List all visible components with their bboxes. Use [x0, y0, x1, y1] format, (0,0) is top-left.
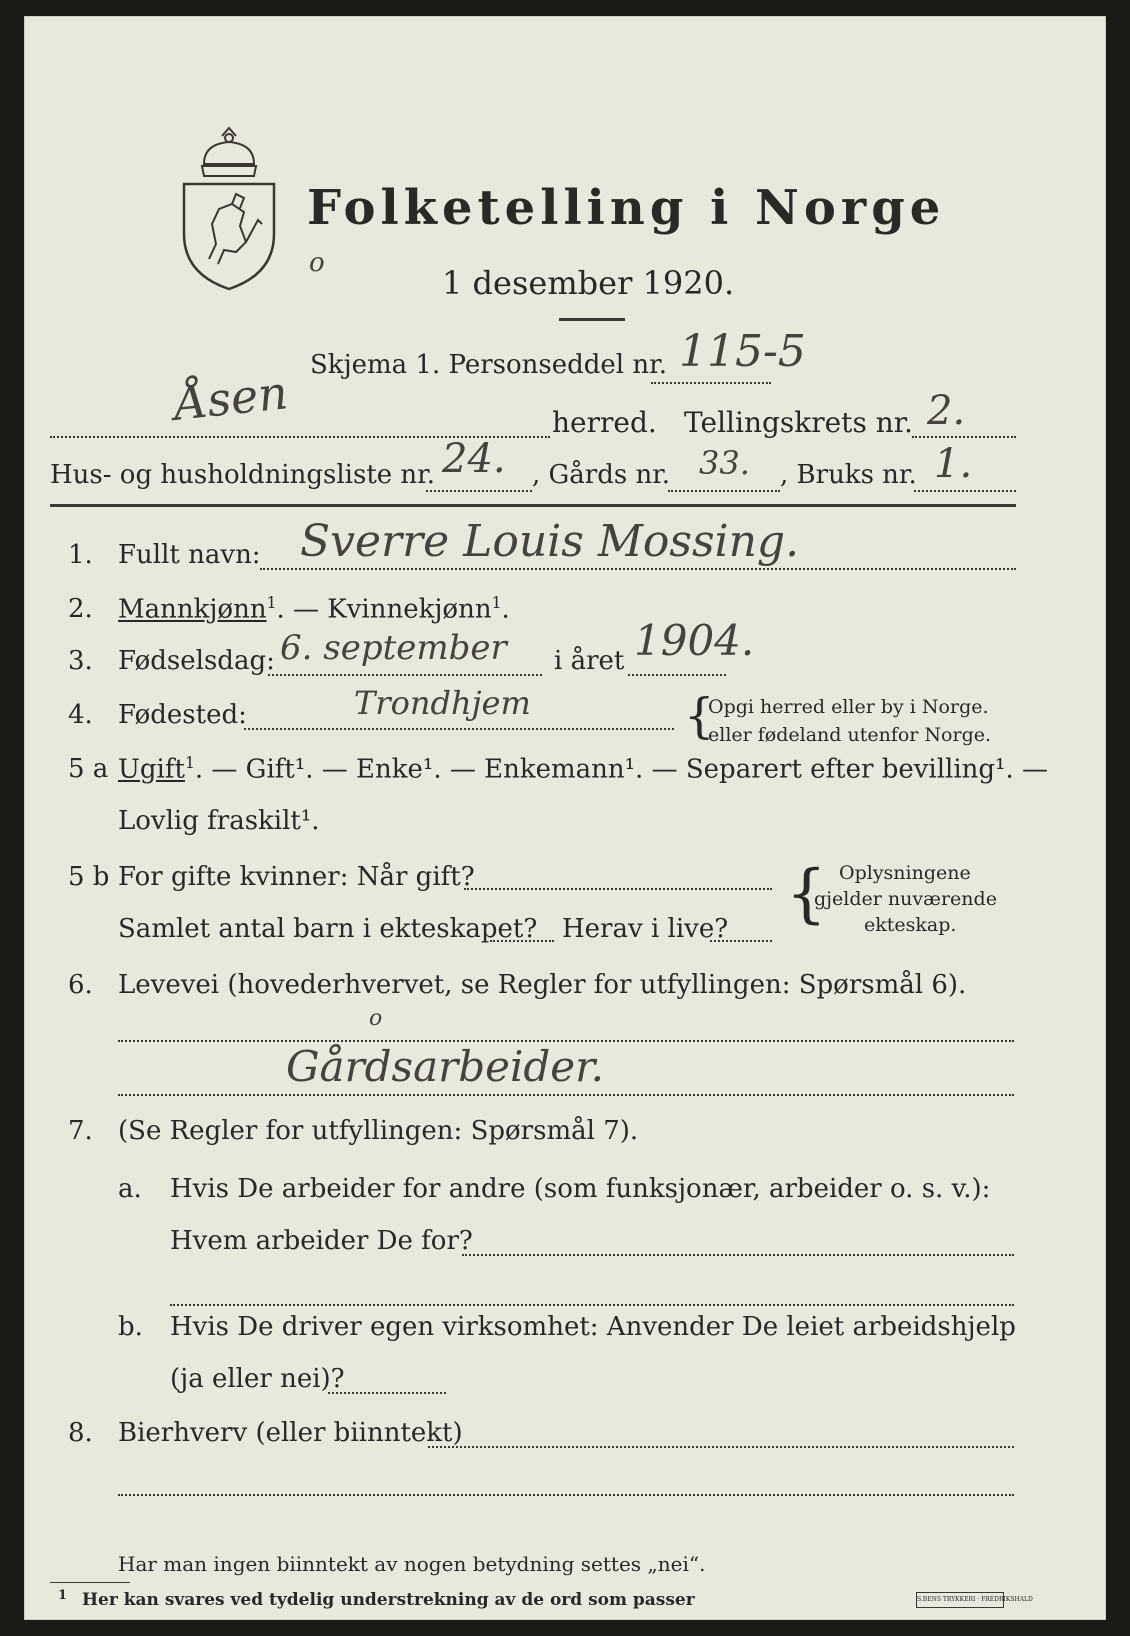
q5b-note-1: Oplysningene: [839, 862, 971, 884]
q8-note: Har man ingen biinntekt av nogen betydning settes „nei“.: [118, 1552, 706, 1576]
tellingskrets-line: [912, 436, 1016, 438]
header-rule: [50, 504, 1016, 507]
q3-year-value: 1904.: [634, 616, 755, 665]
q5a-options: [118, 754, 1048, 785]
q4-note-2: eller fødeland utenfor Norge.: [708, 724, 992, 746]
tellingskrets-label: Tellingskrets nr.: [684, 406, 913, 439]
q5b-brace: {: [786, 857, 827, 931]
q2-separator: . —: [276, 594, 328, 625]
title-divider: [559, 318, 625, 321]
q7a-number: a.: [118, 1174, 142, 1204]
q2-options: Mannkjønn$^1$. — Kvinnekjønn$^1$.: [118, 594, 510, 625]
q6-mark: o: [369, 1006, 383, 1031]
q6-label: Levevei (hovederhvervet, se Regler for utfyllingen: Spørsmål 6).: [118, 970, 967, 1000]
printer-stamp: S.BENS TRYKKERI · FREDRIKSHALD: [916, 1592, 1004, 1608]
q7a-line-2: [170, 1304, 1014, 1306]
q3-year-label: i året: [554, 646, 625, 676]
gards-line: [668, 490, 780, 492]
form-title: Folketelling i Norge: [307, 180, 946, 236]
bruks-label: , Bruks nr.: [780, 460, 917, 490]
q5a-number: 5 a: [68, 754, 109, 784]
q7-number: 7.: [68, 1116, 93, 1146]
census-date: 1 desember 1920.: [442, 264, 735, 302]
corner-mark: o: [309, 248, 325, 278]
q8-number: 8.: [68, 1418, 93, 1448]
norway-coat-of-arms-icon: [174, 124, 284, 294]
form-number-line: [651, 382, 771, 384]
household-list-value: 24.: [442, 436, 506, 482]
q5a-sup: 1: [184, 754, 195, 772]
q5b-label: For gifte kvinner: Når gift?: [118, 862, 475, 892]
q2-number: 2.: [68, 594, 93, 624]
q5b-children-label: Samlet antal barn i ekteskapet?: [118, 914, 538, 944]
census-form-sheet: [24, 16, 1106, 1620]
household-list-line: [426, 490, 532, 492]
q3-line: [268, 674, 542, 676]
q3-number: 3.: [68, 646, 93, 676]
q8-line-1: [428, 1446, 1014, 1448]
q4-label: Fødested:: [118, 700, 247, 730]
q2-female-option[interactable]: Kvinnekjønn: [327, 594, 492, 625]
tellingskrets-value: 2.: [927, 388, 966, 434]
form-number-value: 115-5: [679, 326, 806, 377]
q6-line-2: [118, 1094, 1014, 1096]
q5b-married-line: [464, 888, 772, 890]
q2-sup-2: 1: [491, 594, 502, 612]
bruks-value: 1.: [934, 441, 973, 487]
q6-value: Gårdsarbeider.: [286, 1042, 604, 1091]
q5b-children-line: [490, 940, 554, 942]
q4-note-1: Opgi herred eller by i Norge.: [708, 696, 989, 718]
q1-line: [260, 568, 1016, 570]
q1-label: Fullt navn:: [118, 540, 261, 570]
q7b-line: [328, 1392, 446, 1394]
footnote-number: 1: [58, 1588, 68, 1603]
q5a-ugift-option[interactable]: Ugift: [118, 754, 185, 785]
q7b-number: b.: [118, 1312, 143, 1342]
q7a-sub-label: Hvem arbeider De for?: [170, 1226, 473, 1256]
gards-value: 33.: [699, 444, 750, 482]
q1-number: 1.: [68, 540, 93, 570]
q3-year-line: [628, 674, 726, 676]
q5b-alive-label: Herav i live?: [562, 914, 729, 944]
q3-value: 6. september: [280, 628, 507, 668]
q4-line: [244, 728, 674, 730]
q7a-label: Hvis De arbeider for andre (som funksjonær, arbeider o. s. v.):: [170, 1174, 991, 1204]
q5b-alive-line: [710, 940, 772, 942]
herred-label: herred.: [552, 406, 657, 439]
q5a-other-options[interactable]: . — Gift¹. — Enke¹. — Enkemann¹. — Separert efter bevilling¹. —: [194, 754, 1049, 785]
q8-line-2: [118, 1494, 1014, 1496]
q4-number: 4.: [68, 700, 93, 730]
footnote-rule: [50, 1582, 130, 1583]
q7-label: (Se Regler for utfyllingen: Spørsmål 7).: [118, 1116, 639, 1146]
q1-value: Sverre Louis Mossing.: [300, 516, 800, 567]
footnote-text: Her kan svares ved tydelig understrekning av de ord som passer: [82, 1590, 695, 1610]
bruks-line: [914, 490, 1016, 492]
gards-label: , Gårds nr.: [532, 460, 671, 490]
q5b-number: 5 b: [68, 862, 110, 892]
q8-label: Bierhverv (eller biinntekt): [118, 1418, 463, 1448]
q5a-line2[interactable]: Lovlig fraskilt¹.: [118, 806, 320, 836]
q6-number: 6.: [68, 970, 93, 1000]
q5b-note-2: gjelder nuværende: [814, 888, 997, 910]
q4-brace: {: [684, 688, 715, 744]
form-number-label: Skjema 1. Personseddel nr.: [310, 350, 667, 380]
q7b-label: Hvis De driver egen virksomhet: Anvender De leiet arbeidshjelp: [170, 1312, 1016, 1342]
q2-sup-1: 1: [266, 594, 277, 612]
q4-value: Trondhjem: [354, 684, 531, 722]
q7a-line-1: [462, 1254, 1014, 1256]
herred-value: Åsen: [171, 365, 291, 431]
q3-label: Fødselsdag:: [118, 646, 275, 676]
q7b-sub-label: (ja eller nei)?: [170, 1364, 345, 1394]
q5b-note-3: ekteskap.: [864, 914, 957, 936]
household-list-label: Hus- og husholdningsliste nr.: [50, 460, 436, 490]
q2-male-option[interactable]: Mannkjønn: [118, 594, 267, 625]
